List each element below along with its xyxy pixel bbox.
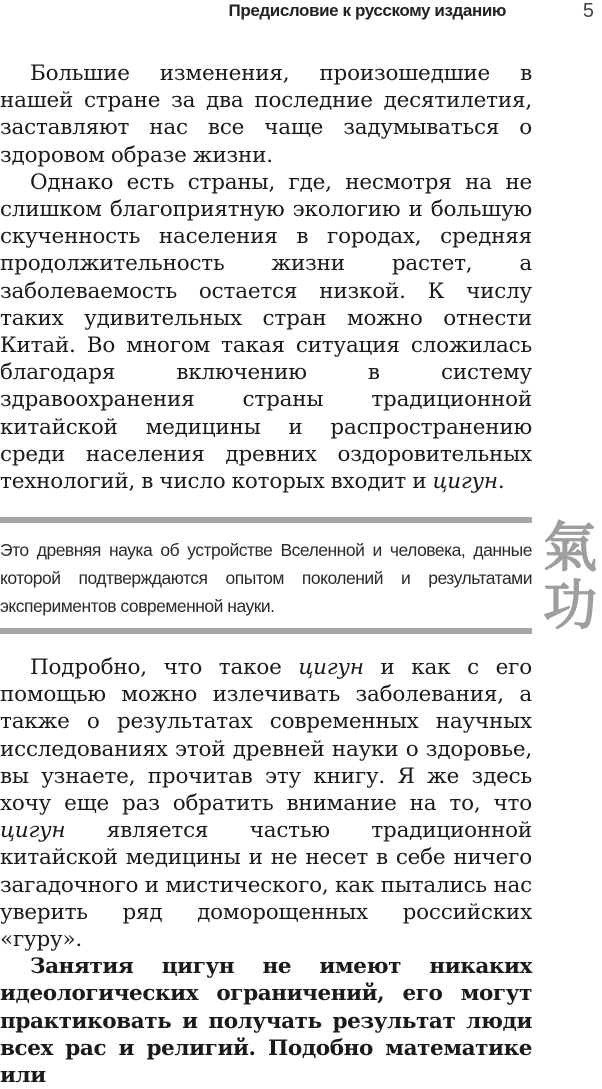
paragraph-4: Занятия цигун не имеют никаких идеологических ограничений, его могут практиковать и получать результат люди всех рас и религий. Подобно математике или [0,954,532,1089]
term-qigong: цигун [0,818,66,844]
paragraph-3-text-b: и как с его помощью можно излечивать заболевания, а также о результатах современных научных исследованиях этой древней науки о здоровье, вы узнаете, прочитав эту книгу. Я же здесь хочу еще раз обратить внимание на то, что [0,655,532,817]
gong-character: 功 [543,573,597,637]
paragraph-3-text-a: Подробно, что такое [30,655,299,680]
paragraph-2 [0,169,532,495]
paragraph-1: Большие изменения, произошедшие в нашей стране за два последние десятилетия, заставляют нас все чаще задумываться о здоровом образе жизни. [0,61,532,168]
body-text-bottom [0,654,532,1089]
term-qigong: цигун [432,469,498,495]
callout-bottom-rule [0,628,532,634]
page-number: 5 [582,0,594,22]
paragraph-3-text-c: является частью традиционной китайской медицины и не несет в себе ничего загадочного и мистического, как пытались нас уверить ряд доморощенных российских «гуру». [0,818,532,953]
qigong-characters [538,515,602,637]
running-title: Предисловие к русскому изданию [228,1,506,20]
callout-text: Это древняя наука об устройстве Вселенной и человека, данные которой подтверждаются опытом поколений и результатами экспериментов современной науки. [0,540,532,616]
qi-character: 氣 [543,515,597,579]
callout-top-rule [0,517,532,523]
paragraph-2-end: . [497,469,505,495]
paragraph-3 [0,654,532,953]
body-text-top [0,60,532,495]
callout-box [0,536,532,620]
term-qigong: цигун [298,655,364,680]
paragraph-2-text: Однако есть страны, где, несмотря на не слишком благоприятную экологию и большую скученность населения в городах, средняя продолжительность жизни растет, а заболеваемость остается низкой. К числу таких удивительных стран можно отнести Китай. Во многом такая ситуация сложилась благодаря включению в систему здравоохранения страны традиционной китайской медицины и распространению среди населения древних оздоровительных технологий, в число которых входит и [0,169,532,495]
